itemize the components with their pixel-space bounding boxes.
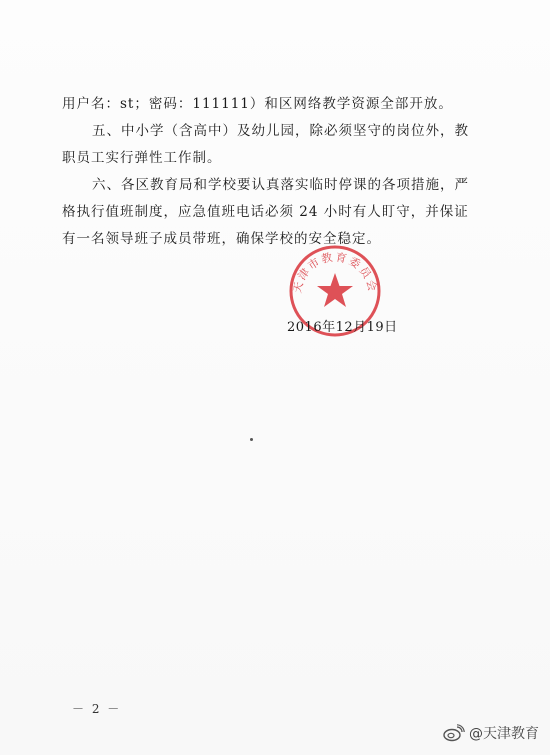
- scan-speck: [250, 438, 253, 441]
- body-line-5: 格执行值班制度，应急值班电话必须 24 小时有人盯守，并保证: [62, 204, 469, 220]
- seal-star-icon: [317, 273, 353, 307]
- watermark-label: @天津教育: [469, 726, 539, 742]
- body-line-2: 五、中小学（含高中）及幼儿园，除必须坚守的岗位外，教: [92, 123, 469, 139]
- body-line-3: 职员工实行弹性工作制。: [62, 150, 222, 166]
- svg-text:天津市教育委员会: 天津市教育委员会: [290, 250, 380, 295]
- document-date: 2016年12月19日: [287, 320, 398, 335]
- weibo-watermark: [443, 723, 539, 743]
- body-line-6: 有一名领导班子成员带班，确保学校的安全稳定。: [62, 231, 381, 247]
- body-line-4: 六、各区教育局和学校要认真落实临时停课的各项措施，严: [92, 177, 469, 193]
- weibo-icon: [443, 724, 465, 742]
- body-line-1: 用户名：st；密码：111111）和区网络教学资源全部开放。: [62, 96, 453, 112]
- page-number: － 2 －: [72, 702, 122, 716]
